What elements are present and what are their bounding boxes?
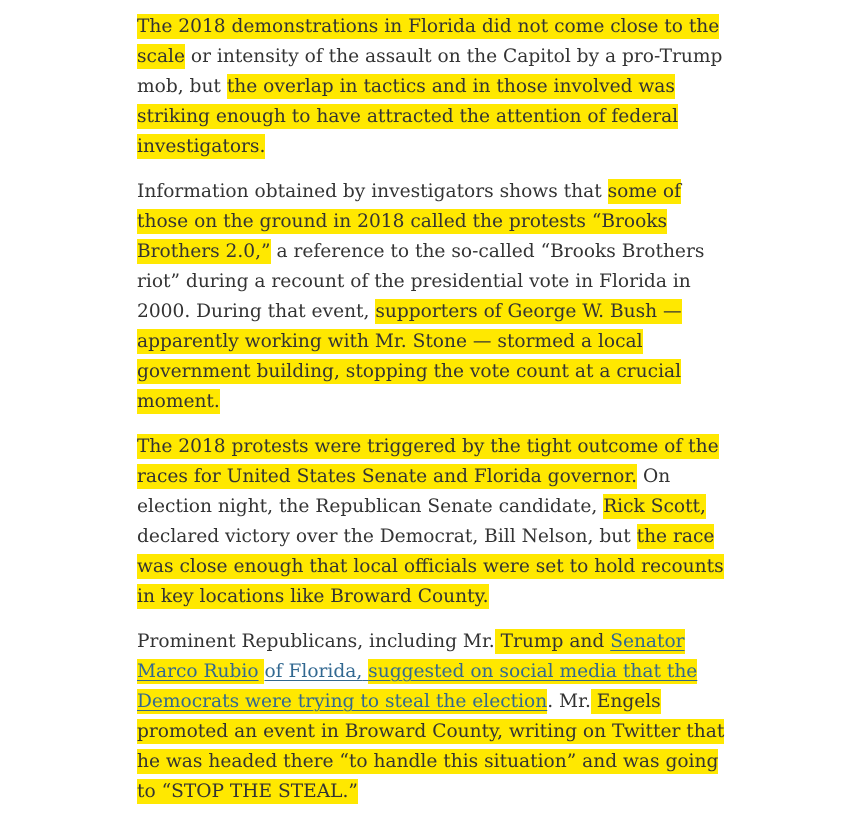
article-paragraph xyxy=(137,432,737,612)
highlighted-text: some of those on the ground in 2018 called the protests “Brooks Brothers 2.0,” xyxy=(137,181,681,262)
body-text: a reference to the so-called “Brooks Brothers riot” during a recount of the presidential vote in Florida in 2000. During that event, xyxy=(137,241,705,322)
body-text: declared victory over the Democrat, Bill Nelson, but xyxy=(137,526,637,547)
highlighted-text: The 2018 demonstrations in Florida did not come close to the scale xyxy=(137,16,720,67)
highlighted-text: supporters of George W. Bush — apparently working with Mr. Stone — stormed a local government building, stopping the vote count at a crucial moment. xyxy=(137,301,682,412)
highlighted-text: the race was close enough that local officials were set to hold recounts in key locations like Broward County. xyxy=(137,526,724,607)
article-link[interactable]: of Florida, xyxy=(264,661,363,682)
article-paragraph xyxy=(137,12,737,162)
article-paragraph xyxy=(137,627,737,807)
article-link[interactable]: suggested on social media that the Democrats were trying to steal the election xyxy=(137,661,698,712)
body-text: Information obtained by investigators shows that xyxy=(137,181,608,202)
body-text: or intensity of the assault on the Capitol by a pro-Trump mob, but xyxy=(137,46,723,97)
article-link[interactable]: Senator Marco Rubio xyxy=(137,631,685,682)
highlighted-text: Engels promoted an event in Broward County, writing on Twitter that he was headed there “to handle this situation” and was going to “STOP THE STEAL.” xyxy=(137,691,725,802)
article-paragraph xyxy=(137,177,737,417)
highlighted-text: Rick Scott, xyxy=(603,496,706,517)
article-body xyxy=(137,12,737,822)
highlighted-text: Trump and xyxy=(494,631,611,652)
body-text: On election night, the Republican Senate candidate, xyxy=(137,466,671,517)
highlighted-text: the overlap in tactics and in those involved was striking enough to have attracted the attention of federal investigators. xyxy=(137,76,679,157)
body-text: Prominent Republicans, including Mr. xyxy=(137,631,495,652)
highlighted-text: The 2018 protests were triggered by the tight outcome of the races for United States Senate and Florida governor. xyxy=(137,436,719,487)
body-text: . Mr. xyxy=(547,691,591,712)
